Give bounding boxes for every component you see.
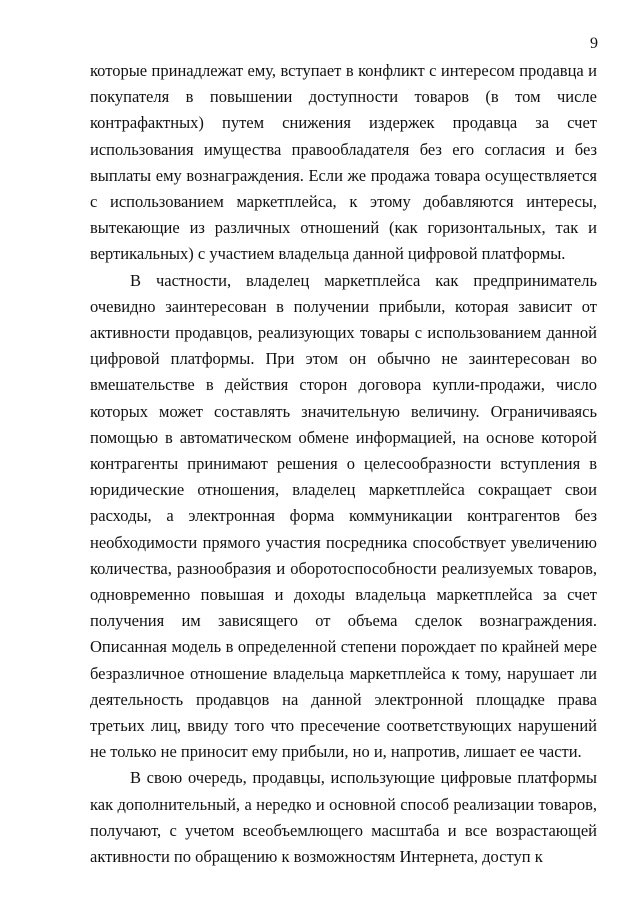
paragraph-1: которые принадлежат ему, вступает в конфликт с интересом продавца и покупателя в повышении доступности товаров (в том числе контрафактных) путем снижения издержек продавца за счет использования имущества правообладателя без его согласия и без выплаты ему вознаграждения. Если же продажа товара осуществляется с использованием маркетплейса, к этому добавляются интересы, вытекающие из различных отношений (как горизонтальных, так и вертикальных) с участием владельца данной цифровой платформы. bbox=[90, 61, 597, 264]
paragraph-2: В частности, владелец маркетплейса как предприниматель очевидно заинтересован в получении прибыли, которая зависит от активности продавцов, реализующих товары с использованием данной цифровой платформы. При этом он обычно не заинтересован во вмешательстве в действия сторон договора купли-продажи, число которых может составлять значительную величину. Ограничиваясь помощью в автоматическом обмене информацией, на основе которой контрагенты принимают решения о целесообразности вступления в юридические отношения, владелец маркетплейса сокращает свои расходы, а электронная форма коммуникации контрагентов без необходимости прямого участия посредника способствует увеличению количества, разнообразия и оборотоспособности реализуемых товаров, одновременно повышая и доходы владельца маркетплейса за счет получения им зависящего от объема сделок вознаграждения. Описанная модель в определенной степени порождает по крайней мере безразличное отношение владельца маркетплейса к тому, нарушает ли деятельность продавцов на данной электронной площадке права третьих лиц, ввиду того что пресечение соответствующих нарушений не только не приносит ему прибыли, но и, напротив, лишает ее части. bbox=[90, 270, 597, 762]
document-body bbox=[90, 58, 597, 870]
paragraph-3: В свою очередь, продавцы, использующие цифровые платформы как дополнительный, а нередко и основной способ реализации товаров, получают, с учетом всеобъемлющего масштаба и все возрастающей активности по обращению к возможностям Интернета, доступ к bbox=[90, 768, 597, 867]
page-number: 9 bbox=[590, 35, 598, 52]
